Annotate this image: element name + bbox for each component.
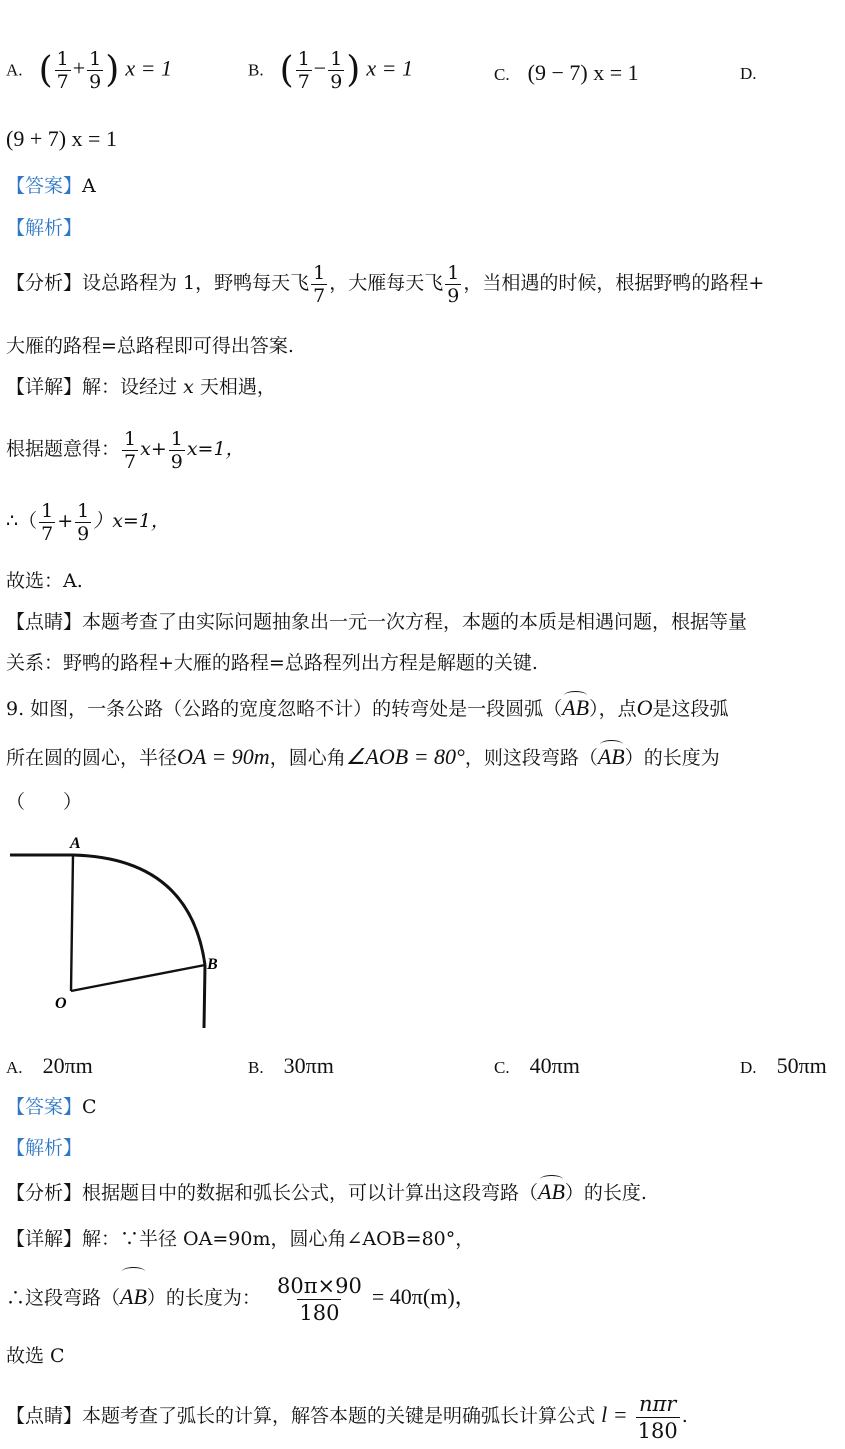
q9-option-b: B. 30πm [248,1053,334,1078]
q8-option-d [740,62,757,84]
q8-fenxi: 【分析】设总路程为 1，野鸭每天飞 $\frac{1}{7}$ ，大雁每天飞 $\frac{1}{9}$ ，当相遇的时候，根据野鸭的路程+ [6,261,765,307]
q8-option-c [494,60,639,86]
q8-option-a: A. ( $\frac{1}{7}$ + $\frac{1}{9}$ ) x = 1 [6,48,172,93]
q8-answer [6,172,96,200]
q8-xiangjie: 【详解】解：设经过 x 天相遇， [6,376,276,398]
q9-fenxi: 【分析】根据题目中的数据和弧长公式，可以计算出这段弯路（AB）的长度. [6,1179,647,1204]
q9-option-c: C. 40πm [494,1053,580,1078]
q8-choose: 故选：A. [6,570,83,592]
q9-option-d: D. 50πm [740,1053,827,1078]
answer-tag: 【答案】 [6,175,83,197]
q9-calculation: ∴这段弯路（AB）的长度为： $\frac{80\pi\times 90}{180}$ = 40π(m)， [6,1270,477,1326]
option-letter: D. [740,64,757,83]
q9-dianjing: 【点睛】本题考查了弧长的计算，解答本题的关键是明确弧长计算公式 l = $\frac{\text{nπr}}{180}$ . [6,1391,688,1443]
q8-analysis-heading: 【解析】 [6,217,83,239]
figure-label-b: B [207,956,218,973]
q9-figure [0,828,260,1038]
arc-ab: AB [562,695,590,720]
q9-option-a: A. 20πm [6,1053,93,1078]
q9-stem-line2: 所在圆的圆心，半径OA = 90m，圆心角∠AOB = 80°，则这段弯路（AB）的长度为 [6,744,720,769]
option-letter: A. [6,60,23,80]
q9-blank: （ ） [6,791,83,813]
option-math: (9 − 7) x = 1 [527,60,639,85]
q9-xiangjie: 【详解】解：∵半径 OA=90m，圆心角∠AOB=80°， [6,1228,475,1250]
answer-value: A [82,175,96,197]
q8-option-d-math: (9 + 7) x = 1 [6,126,117,151]
q8-equation: 根据题意得： $\frac{1}{7}$ x+ $\frac{1}{9}$ x=1， [6,427,245,473]
q8-therefore: ∴（ $\frac{1}{7}$ + $\frac{1}{9}$ ）x=1， [6,499,170,545]
q8-fenxi-line2: 大雁的路程=总路程即可得出答案. [6,335,294,357]
q9-choose: 故选 C [6,1345,65,1367]
option-math: x = 1 [125,55,172,81]
figure-label-a: A [70,835,81,852]
figure-label-o: O [55,995,67,1012]
q8-dianjing-line2: 关系：野鸭的路程+大雁的路程=总路程列出方程是解题的关键. [6,652,538,674]
option-math: x = 1 [366,55,414,81]
q8-dianjing: 【点睛】本题考查了由实际问题抽象出一元一次方程，本题的本质是相遇问题，根据等量 [6,611,748,633]
q9-answer: 【答案】C [6,1096,97,1118]
q8-option-b: B. ( $\frac{1}{7}$ − $\frac{1}{9}$ ) x = 1 [248,48,414,93]
option-letter: C. [494,65,510,84]
q9-stem-line1: 9. 如图，一条公路（公路的宽度忽略不计）的转弯处是一段圆弧（AB），点O是这段弧 [6,695,729,720]
q9-analysis-heading: 【解析】 [6,1137,83,1159]
option-letter: B. [248,60,264,80]
